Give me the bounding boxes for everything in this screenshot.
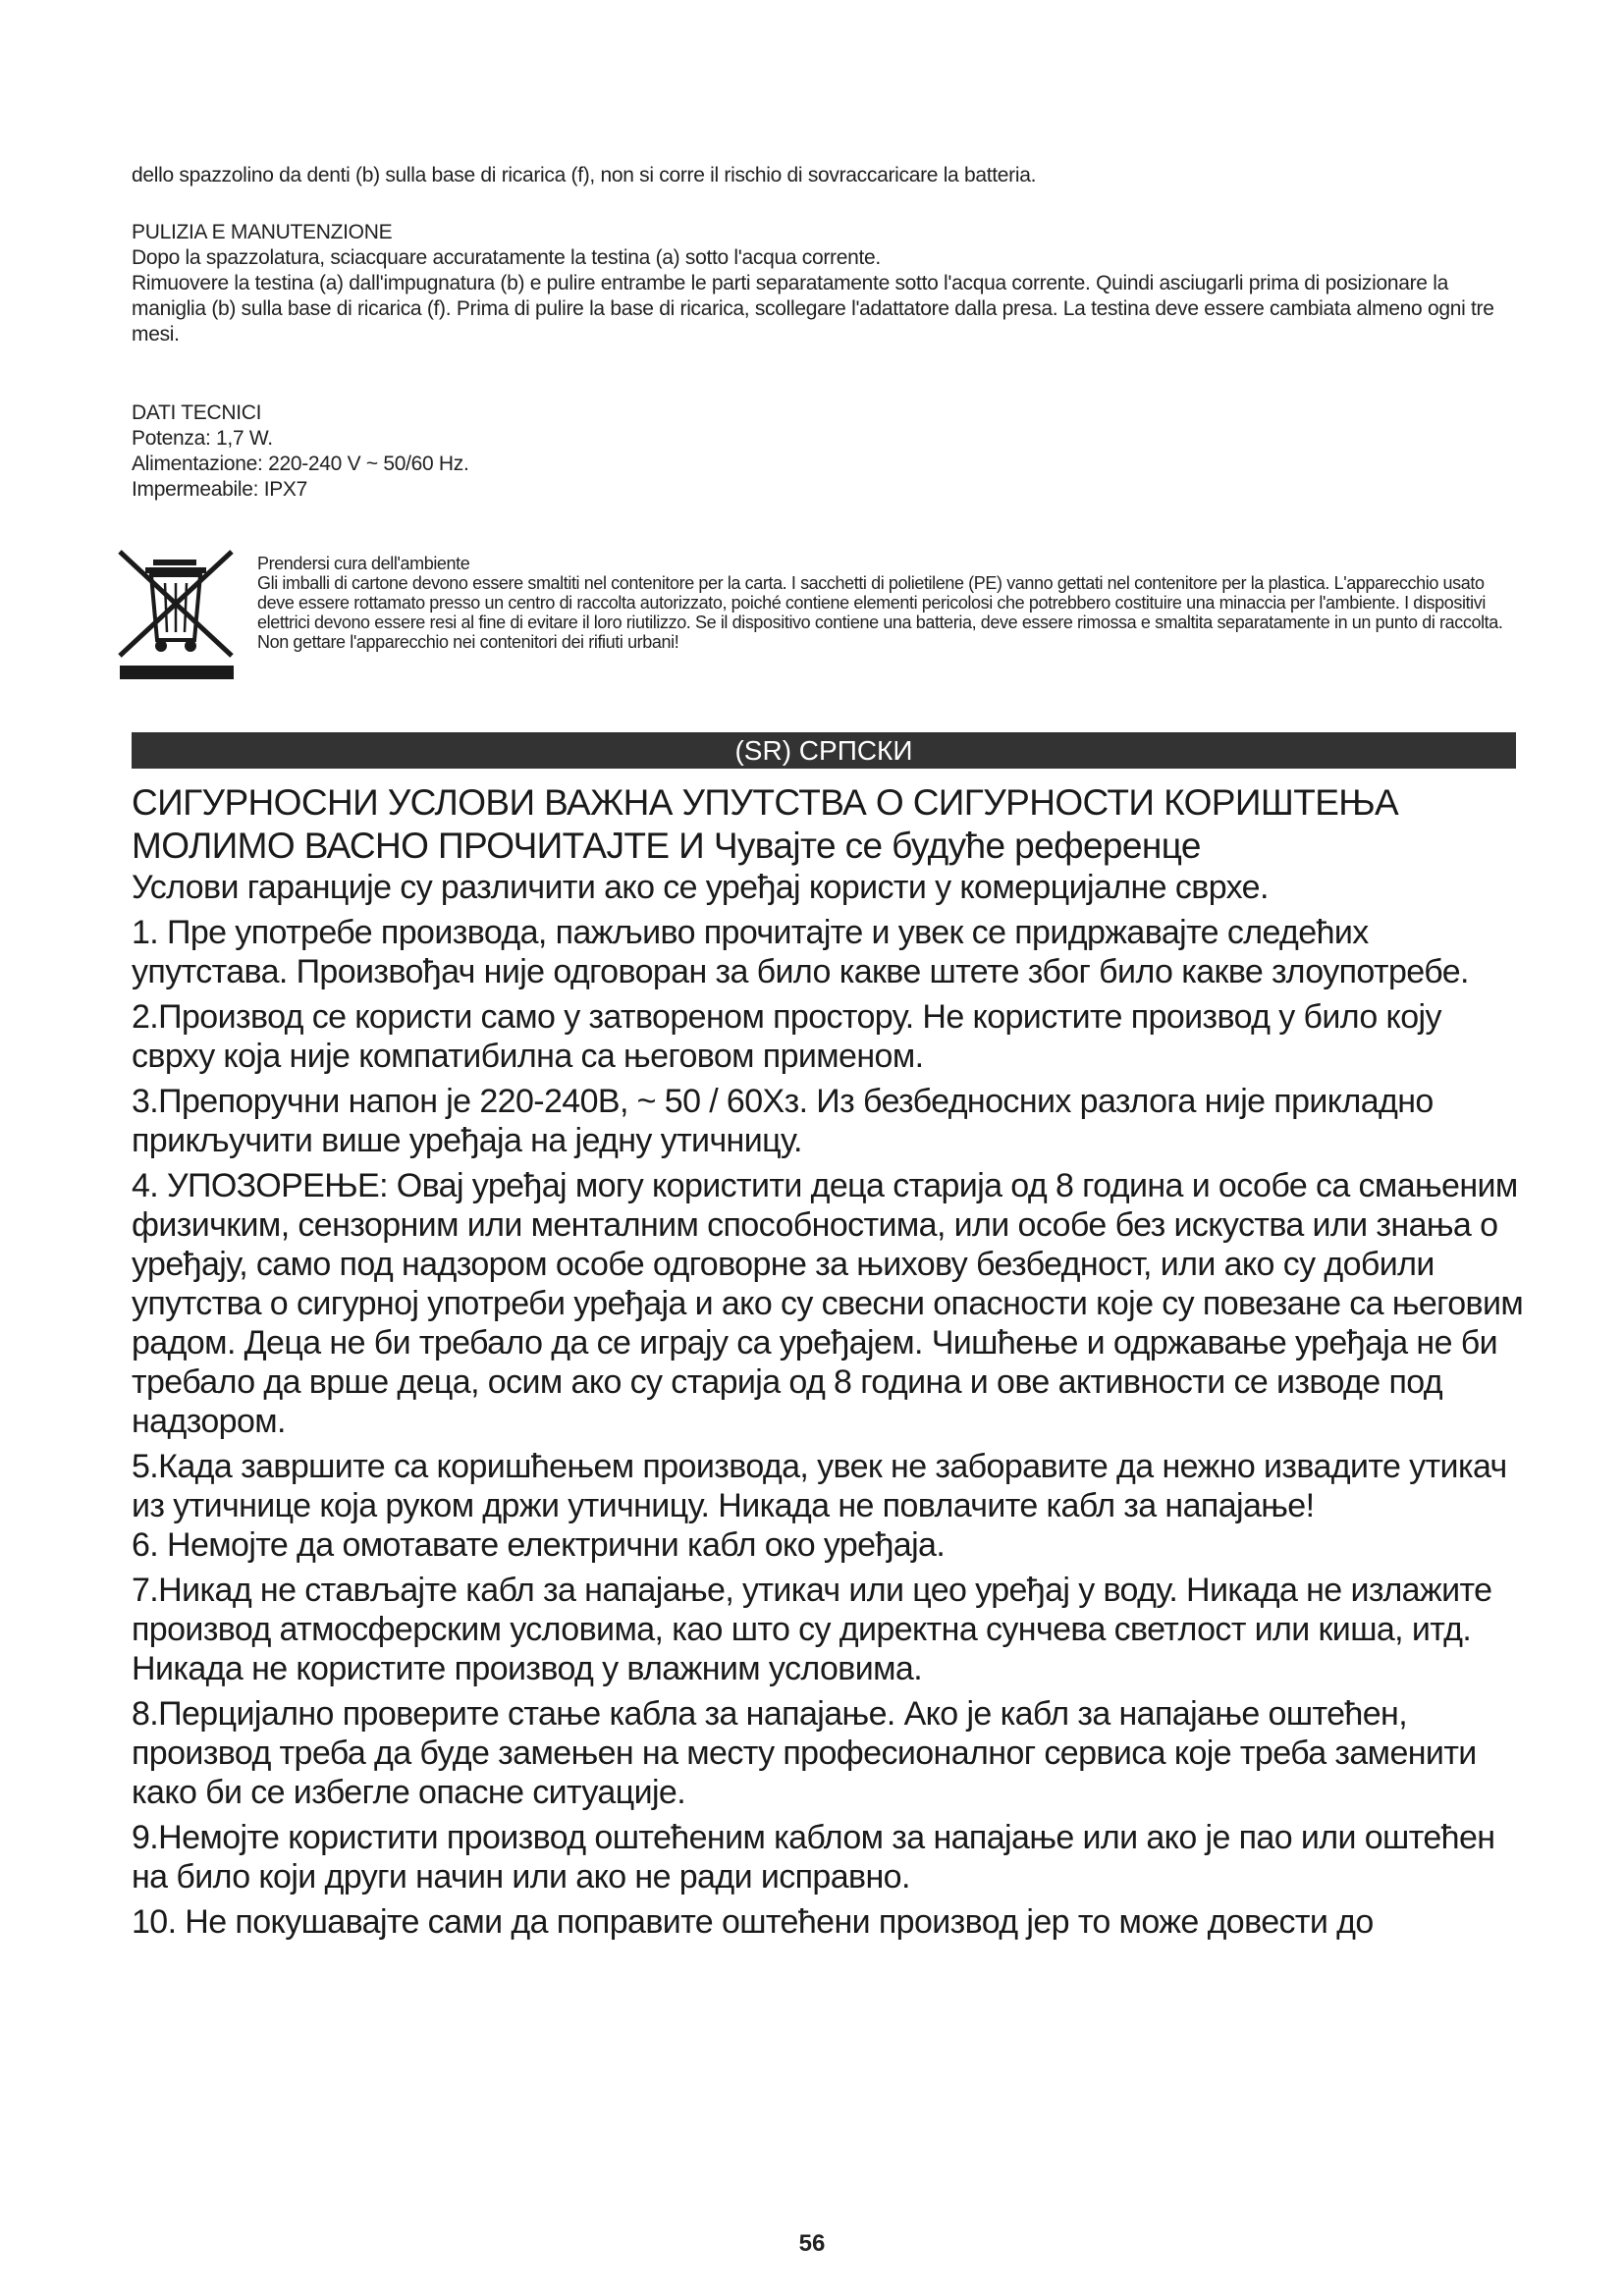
safety-item-8: 8.Перцијално проверите стање кабла за напајање. Ако је кабл за напајање оштећен, производ треба да буде замењен на месту професионалног сервиса које треба заменити како би се избегле опасне ситуације.	[132, 1695, 1477, 1811]
section-header-serbian: (SR) СРПСКИ	[132, 732, 1516, 769]
safety-item-10: 10. Не покушавајте сами да поправите оштећени производ јер то може довести до	[132, 1903, 1374, 1941]
maintenance-heading: PULIZIA E MANUTENZIONE	[132, 221, 393, 243]
safety-title: СИГУРНОСНИ УСЛОВИ ВАЖНА УПУТСТВА О СИГУРНОСТИ КОРИШТЕЊА	[132, 782, 1399, 823]
italian-intro	[132, 163, 1516, 188]
technical-waterproof: Impermeabile: IPX7	[132, 478, 308, 501]
environment-body: Gli imballi di cartone devono essere smaltiti nel contenitore per la carta. I sacchetti di polietilene (PE) vanno gettati nel contenitore per la plastica. L'apparecchio usato deve essere rottamato presso un centro di raccolta autorizzato, poiché contiene elementi pericolosi che potrebbero costituire una minaccia per l'ambiente. I dispositivi elettrici devono essere resi al fine di evitare il loro riutilizzo. Se il dispositivo contiene una batteria, deve essere rimossa e smaltita separatamente in un punto di raccolta.	[257, 573, 1503, 632]
safety-item-1: 1. Пре употребе производа, пажљиво прочитајте и увек се придржавајте следећих упутстава. Произвођач није одговоран за било какве штете због било какве злоупотребе.	[132, 914, 1469, 990]
technical-power: Potenza: 1,7 W.	[132, 427, 273, 450]
page-number: 56	[798, 2230, 826, 2257]
technical-supply: Alimentazione: 220-240 V ~ 50/60 Hz.	[132, 453, 469, 475]
environment-closing: Non gettare l'apparecchio nei contenitori dei rifiuti urbani!	[257, 632, 679, 652]
warranty-note: Услови гаранције су различити ако се уређај користи у комерцијалне сврхе.	[132, 869, 1269, 906]
safety-item-4: 4. УПОЗОРЕЊЕ: Овај уређај могу користити деца старија од 8 година и особе са смањеним физичким, сензорним или менталним способностима, или особе без искуства или знања о уређају, само под надзором особе одговорне за њихову безбедност, или ако су добили упутства о сигурној употреби уређаја и ако су свесни опасности које су повезане са његовим радом. Деца не би требало да се играју са уређајем. Чишћење и одржавање уређаја не би требало да врше деца, осим ако су старија од 8 година и ове активности се изводе под надзором.	[132, 1167, 1524, 1440]
weee-crossed-bin-icon	[116, 546, 238, 681]
safety-item-3: 3.Препоручни напон је 220-240В, ~ 50 / 60Хз. Из безбедносних разлога није прикладно прикључити више уређаја на једну утичницу.	[132, 1083, 1434, 1159]
technical-data-section	[132, 400, 1516, 503]
safety-subtitle: МОЛИМО ВАСНО ПРОЧИТАЈТЕ И Чувајте се будуће референце	[132, 826, 1201, 866]
safety-item-2: 2.Производ се користи само у затвореном простору. Не користите производ у било коју сврху која није компатибилна са његовом применом.	[132, 998, 1441, 1075]
safety-item-5: 5.Када завршите са коришћењем производа, увек не заборавите да нежно извадите утикач из утичнице која руком држи утичницу. Никада не повлачите кабл за напајање!	[132, 1448, 1507, 1524]
serbian-safety-section	[132, 781, 1526, 1942]
safety-item-6: 6. Немојте да омотавате електрични кабл око уређаја.	[132, 1526, 946, 1564]
maintenance-paragraph: Rimuovere la testina (a) dall'impugnatura (b) e pulire entrambe le parti separatamente sotto l'acqua corrente. Quindi asciugarli prima di posizionare la maniglia (b) sulla base di ricarica (f). Prima di pulire la base di ricarica, scollegare l'adattatore dalla presa. La testina deve essere cambiata almeno ogni tre mesi.	[132, 272, 1494, 346]
technical-heading: DATI TECNICI	[132, 401, 262, 424]
environment-notice	[257, 554, 1516, 652]
environment-heading: Prendersi cura dell'ambiente	[257, 554, 470, 573]
safety-item-7: 7.Никад не стављајте кабл за напајање, утикач или цео уређај у воду. Никада не излажите производ атмосферским условима, као што су директна сунчева светлост или киша, итд. Никада не користите производ у влажним условима.	[132, 1572, 1492, 1687]
safety-item-9: 9.Немојте користити производ оштећеним каблом за напајање или ако је пао или оштећен на било који други начин или ако не ради исправно.	[132, 1819, 1495, 1896]
intro-line: dello spazzolino da denti (b) sulla base di ricarica (f), non si corre il rischio di sovraccaricare la batteria.	[132, 164, 1037, 187]
maintenance-section	[132, 220, 1516, 347]
maintenance-line: Dopo la spazzolatura, sciacquare accuratamente la testina (a) sotto l'acqua corrente.	[132, 246, 881, 269]
